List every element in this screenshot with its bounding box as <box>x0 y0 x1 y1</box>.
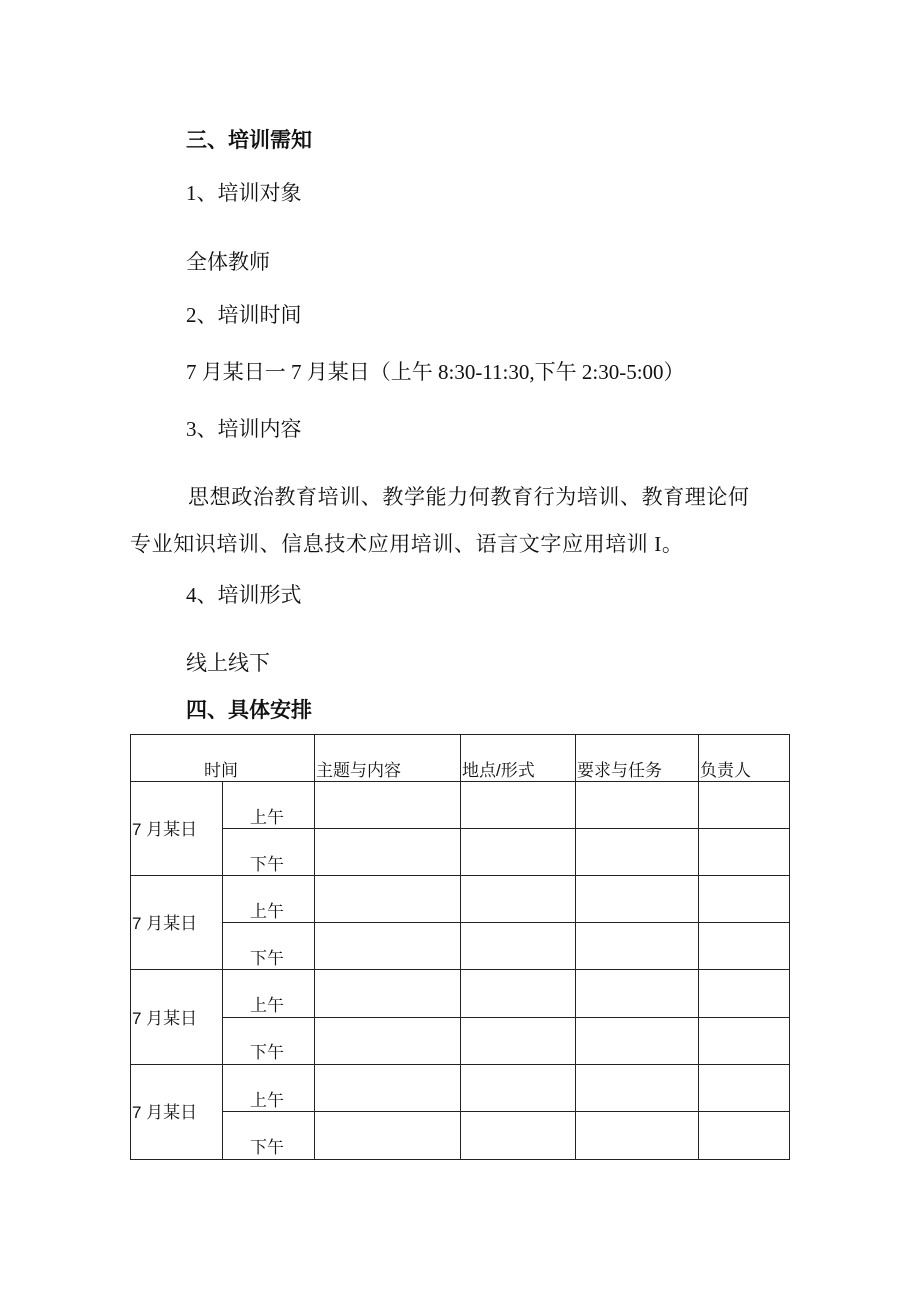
col-divider-location <box>460 734 461 1160</box>
schedule-table <box>130 734 790 1160</box>
day-pm: 下午 <box>250 1138 284 1157</box>
ampm-divider-4 <box>222 1111 790 1112</box>
subsection-1-body: 全体教师 <box>186 250 270 274</box>
col-divider-owner <box>698 734 699 1160</box>
day-am: 上午 <box>250 902 284 921</box>
subsection-1-title: 1、培训对象 <box>186 181 302 205</box>
subsection-2-title: 2、培训时间 <box>186 303 302 327</box>
day-am: 上午 <box>250 808 284 827</box>
table-border-left <box>130 734 131 1160</box>
ampm-divider-1 <box>222 828 790 829</box>
subsection-4-body: 线上线下 <box>186 651 270 675</box>
header-owner: 负责人 <box>700 761 751 780</box>
day-divider-1 <box>130 875 790 876</box>
header-time: 时间 <box>204 761 238 780</box>
day-divider-3 <box>130 1064 790 1065</box>
subsection-2-body: 7 月某日一 7 月某日（上午 8:30-11:30,下午 2:30-5:00） <box>186 360 685 384</box>
day-date: 7 月某日 <box>132 820 198 839</box>
day-date: 7 月某日 <box>132 1103 198 1122</box>
col-divider-requirements <box>575 734 576 1160</box>
ampm-divider-2 <box>222 922 790 923</box>
subsection-3-body-line1: 思想政治教育培训、教学能力何教育行为培训、教育理论何 <box>188 485 750 509</box>
col-divider-topic <box>314 734 315 1160</box>
subsection-4-title: 4、培训形式 <box>186 583 302 607</box>
day-am: 上午 <box>250 1091 284 1110</box>
day-divider-2 <box>130 969 790 970</box>
day-date: 7 月某日 <box>132 1009 198 1028</box>
section-4-heading: 四、具体安排 <box>186 698 312 722</box>
subsection-3-body-line2: 专业知识培训、信息技术应用培训、语言文字应用培训 I。 <box>130 532 684 556</box>
day-am: 上午 <box>250 996 284 1015</box>
day-pm: 下午 <box>250 855 284 874</box>
col-divider-subtime <box>222 781 223 1160</box>
day-date: 7 月某日 <box>132 914 198 933</box>
header-requirements: 要求与任务 <box>577 761 662 780</box>
section-3-heading: 三、培训需知 <box>186 128 312 152</box>
ampm-divider-3 <box>222 1017 790 1018</box>
header-topic: 主题与内容 <box>316 761 401 780</box>
table-border-right <box>789 734 790 1160</box>
subsection-3-title: 3、培训内容 <box>186 417 302 441</box>
day-pm: 下午 <box>250 949 284 968</box>
header-location: 地点/形式 <box>462 761 535 780</box>
day-pm: 下午 <box>250 1043 284 1062</box>
